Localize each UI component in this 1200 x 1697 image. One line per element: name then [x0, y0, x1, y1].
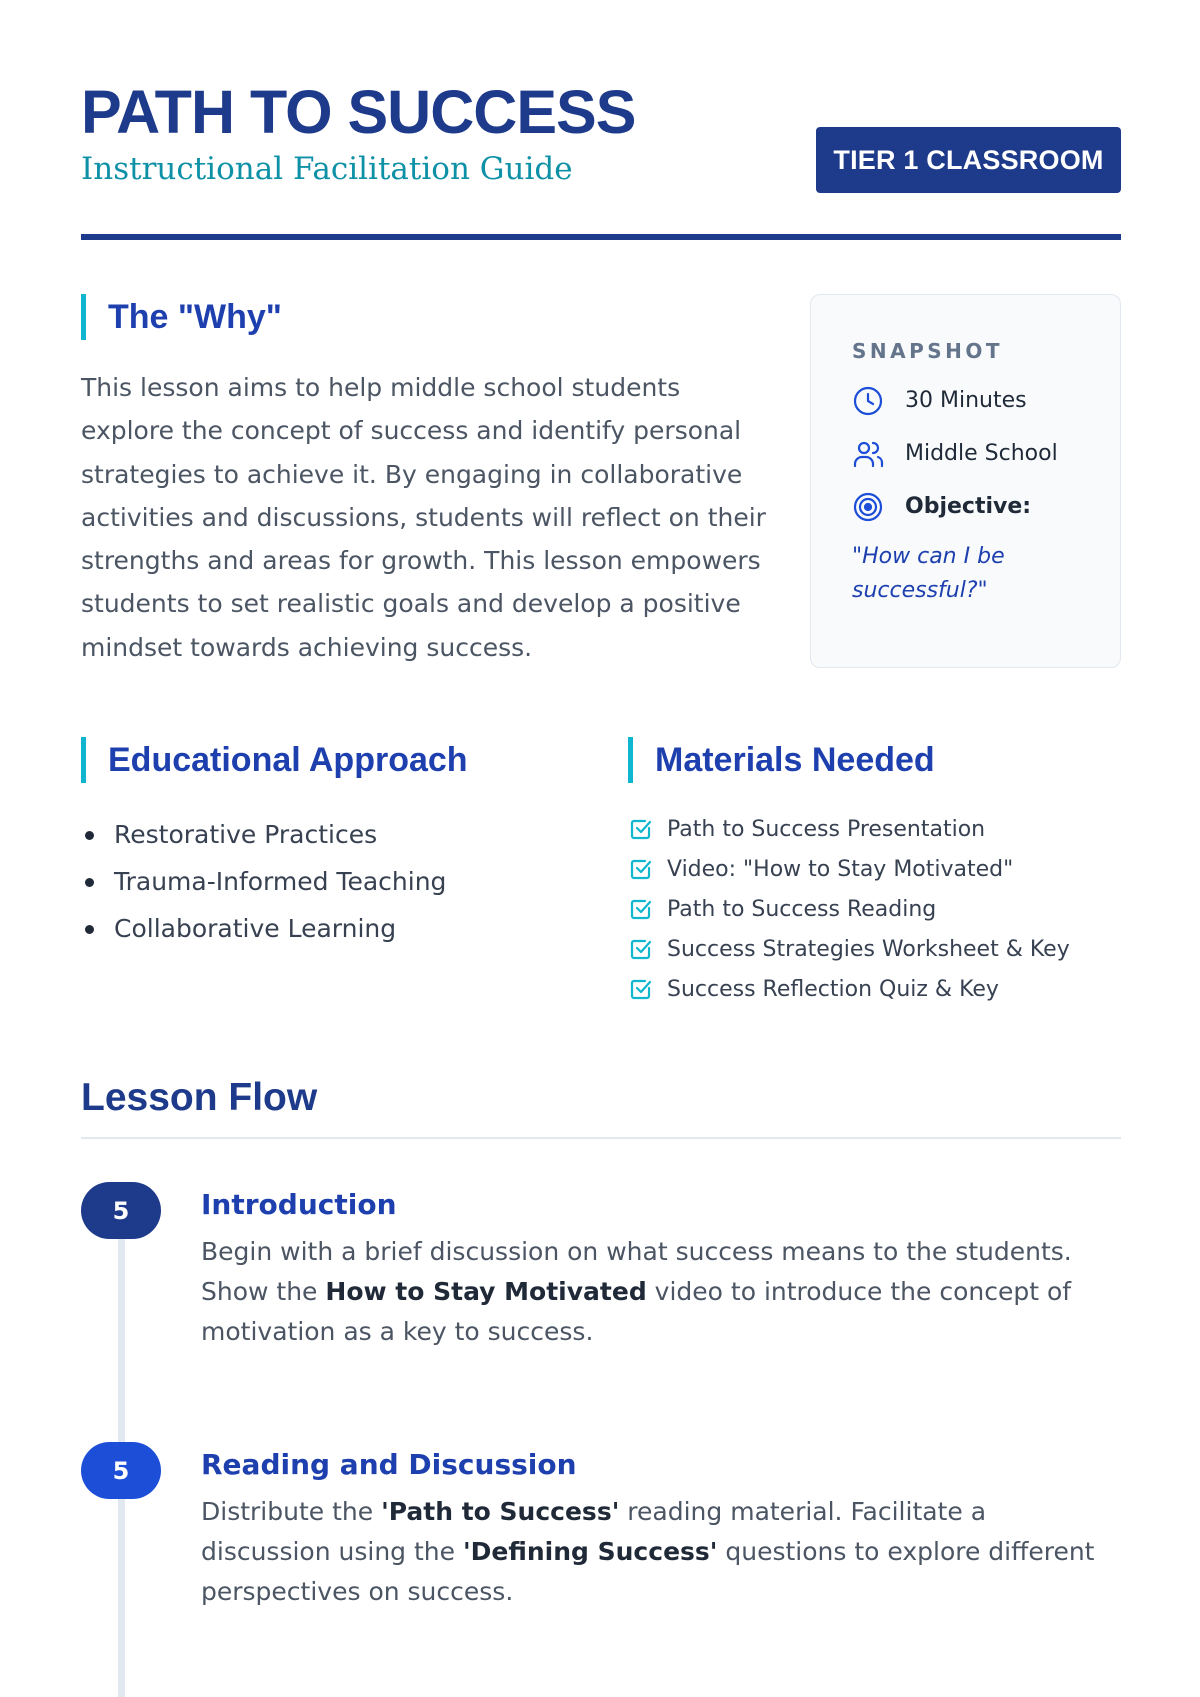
emphasis-text: 'Path to Success': [381, 1497, 620, 1526]
body-text: reading material. Facilitate a discussion using the: [201, 1497, 987, 1566]
step-title: Introduction: [201, 1188, 397, 1221]
checkbox-icon: [628, 816, 654, 842]
body-text: questions to explore different perspectives on success.: [201, 1537, 1095, 1606]
guide-header: [81, 0, 1121, 240]
checkbox-icon: [628, 896, 654, 922]
list-item: [628, 809, 1121, 849]
approach-heading: Educational Approach: [81, 737, 601, 783]
checkbox-icon: [628, 976, 654, 1002]
list-item: [628, 849, 1121, 889]
material-label: Path to Success Presentation: [667, 816, 986, 842]
snapshot-heading: SNAPSHOT: [852, 339, 1004, 363]
list-item: [628, 929, 1121, 969]
timeline-line: [118, 1237, 125, 1457]
why-heading: The "Why": [81, 294, 781, 340]
emphasis-text: 'Defining Success': [462, 1537, 718, 1566]
users-icon: [852, 438, 884, 470]
step-minutes-badge: 5: [81, 1442, 161, 1499]
snapshot-card: [810, 294, 1121, 668]
page-title: PATH TO SUCCESS: [81, 78, 636, 146]
page-subtitle: Instructional Facilitation Guide: [81, 151, 573, 187]
why-section: [81, 294, 781, 694]
materials-heading: Materials Needed: [628, 737, 1121, 783]
why-body: This lesson aims to help middle school students explore the concept of success and identify personal strategies to achieve it. By engaging in collaborative activities and discussions, students will reflect on their strengths and areas for growth. This lesson empowers students to set realistic goals and develop a positive mindset towards achieving success.: [81, 373, 766, 662]
step-body: [201, 1232, 1101, 1352]
tier-badge: TIER 1 CLASSROOM: [816, 127, 1121, 193]
checkbox-icon: [628, 856, 654, 882]
list-item: [628, 969, 1121, 1009]
step-body: [201, 1492, 1101, 1612]
snapshot-grade: [852, 438, 1120, 469]
header-divider: [81, 234, 1121, 240]
body-text: Distribute the: [201, 1497, 382, 1526]
snapshot-grade-text: Middle School: [905, 441, 1058, 466]
facilitation-guide: [81, 0, 1121, 1606]
emphasis-text: How to Stay Motivated: [325, 1277, 647, 1306]
materials-section: [628, 737, 1121, 1009]
snapshot-objective-label: Objective:: [905, 494, 1032, 519]
material-label: Success Strategies Worksheet & Key: [667, 936, 1070, 962]
body-text: video to introduce the concept of motivation as a key to success.: [201, 1277, 1072, 1346]
objective-quote: "How can I be successful?": [852, 544, 1005, 603]
list-item: Trauma-Informed Teaching: [81, 858, 601, 905]
material-label: Success Reflection Quiz & Key: [667, 976, 999, 1002]
timeline-line: [118, 1497, 125, 1697]
lesson-flow-divider: [81, 1137, 1121, 1139]
material-label: Path to Success Reading: [667, 896, 937, 922]
materials-list: [628, 809, 1121, 1009]
list-item: Collaborative Learning: [81, 905, 601, 952]
body-text: Begin with a brief discussion on what success means to the students. Show the: [201, 1237, 1072, 1306]
snapshot-duration: [852, 385, 1120, 416]
approach-list: [81, 811, 601, 952]
approach-section: [81, 737, 601, 952]
target-icon: [852, 491, 884, 523]
checkbox-icon: [628, 936, 654, 962]
material-label: Video: "How to Stay Motivated": [667, 856, 1014, 882]
list-item: [628, 889, 1121, 929]
snapshot-objective: [852, 491, 1120, 522]
list-item: Restorative Practices: [81, 811, 601, 858]
lesson-flow-heading: Lesson Flow: [81, 1076, 318, 1119]
step-title: Reading and Discussion: [201, 1448, 577, 1481]
snapshot-duration-text: 30 Minutes: [905, 388, 1027, 413]
clock-icon: [852, 385, 884, 417]
step-minutes-badge: 5: [81, 1182, 161, 1239]
